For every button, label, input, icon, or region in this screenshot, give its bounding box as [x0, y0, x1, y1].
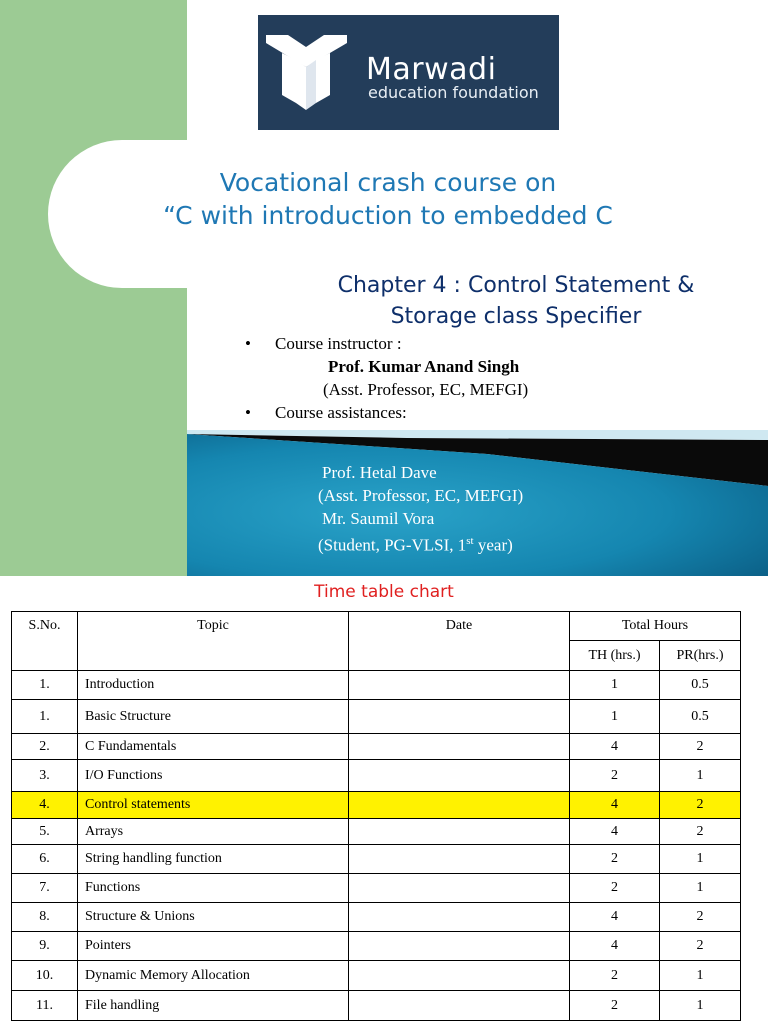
course-title — [88, 166, 688, 232]
cell-pr: 0.5 — [660, 700, 741, 734]
table-row — [12, 961, 741, 991]
assistants-block — [318, 461, 523, 557]
instructor-name: Prof. Kumar Anand Singh — [328, 357, 520, 376]
cell-pr: 1 — [660, 760, 741, 792]
cell-th: 1 — [570, 671, 660, 700]
table-row — [12, 792, 741, 819]
timetable — [11, 611, 741, 1021]
header-total-hours: Total Hours — [570, 612, 741, 641]
cell-th: 2 — [570, 845, 660, 874]
cell-pr: 1 — [660, 874, 741, 903]
cell-date — [349, 991, 570, 1021]
table-row — [12, 700, 741, 734]
green-side-bar — [0, 0, 187, 576]
cell-topic: File handling — [78, 991, 349, 1021]
cell-sno: 1. — [12, 671, 78, 700]
header-date: Date — [349, 612, 570, 671]
cell-sno: 8. — [12, 903, 78, 932]
cell-th: 1 — [570, 700, 660, 734]
cell-date — [349, 700, 570, 734]
chapter-heading — [296, 270, 736, 332]
cell-sno: 6. — [12, 845, 78, 874]
cell-date — [349, 760, 570, 792]
cell-th: 4 — [570, 932, 660, 961]
timetable-title: Time table chart — [314, 582, 454, 602]
table-row — [12, 991, 741, 1021]
cell-date — [349, 734, 570, 760]
cell-sno: 9. — [12, 932, 78, 961]
cell-pr: 1 — [660, 961, 741, 991]
cell-topic: Control statements — [78, 792, 349, 819]
cell-topic: Basic Structure — [78, 700, 349, 734]
cell-th: 2 — [570, 874, 660, 903]
cell-date — [349, 874, 570, 903]
assistant1-name: Prof. Hetal Dave — [322, 463, 437, 482]
logo-wordmark: Marwadi — [366, 52, 497, 87]
table-row — [12, 671, 741, 700]
logo-subtitle: education foundation — [368, 83, 539, 102]
instructor-role: (Asst. Professor, EC, MEFGI) — [323, 380, 529, 399]
cell-pr: 0.5 — [660, 671, 741, 700]
header-sno: S.No. — [12, 612, 78, 671]
cell-topic: Arrays — [78, 819, 349, 845]
course-title-line1: Vocational crash course on — [219, 168, 557, 197]
cell-sno: 7. — [12, 874, 78, 903]
cell-topic: Introduction — [78, 671, 349, 700]
chapter-line1: Chapter 4 : Control Statement & — [337, 273, 695, 298]
cell-sno: 2. — [12, 734, 78, 760]
cell-topic: Dynamic Memory Allocation — [78, 961, 349, 991]
cell-sno: 10. — [12, 961, 78, 991]
header-topic: Topic — [78, 612, 349, 671]
cell-date — [349, 819, 570, 845]
cell-sno: 4. — [12, 792, 78, 819]
table-row — [12, 734, 741, 760]
assistant2-role: (Student, PG-VLSI, 1st year) — [318, 535, 513, 555]
table-row — [12, 874, 741, 903]
header-pr: PR(hrs.) — [660, 641, 741, 671]
cell-pr: 1 — [660, 845, 741, 874]
cell-date — [349, 961, 570, 991]
course-title-line2: “C with introduction to embedded C — [163, 201, 613, 230]
bullet-icon: • — [245, 403, 251, 422]
table-row — [12, 845, 741, 874]
cell-date — [349, 932, 570, 961]
table-row — [12, 760, 741, 792]
cell-pr: 2 — [660, 734, 741, 760]
cell-sno: 5. — [12, 819, 78, 845]
cell-sno: 3. — [12, 760, 78, 792]
header-th: TH (hrs.) — [570, 641, 660, 671]
table-row — [12, 932, 741, 961]
cell-th: 2 — [570, 760, 660, 792]
assistance-label: Course assistances: — [275, 403, 407, 422]
cell-th: 2 — [570, 961, 660, 991]
cell-sno: 1. — [12, 700, 78, 734]
cell-topic: I/O Functions — [78, 760, 349, 792]
cell-pr: 1 — [660, 991, 741, 1021]
cell-topic: String handling function — [78, 845, 349, 874]
chapter-line2: Storage class Specifier — [390, 304, 642, 329]
table-row — [12, 819, 741, 845]
instructor-label: Course instructor : — [275, 334, 402, 353]
cell-pr: 2 — [660, 932, 741, 961]
marwadi-logo — [258, 15, 559, 130]
cell-date — [349, 671, 570, 700]
cell-th: 4 — [570, 734, 660, 760]
cell-pr: 2 — [660, 792, 741, 819]
cell-th: 4 — [570, 792, 660, 819]
bullet-icon: • — [245, 334, 251, 353]
cell-date — [349, 845, 570, 874]
cell-sno: 11. — [12, 991, 78, 1021]
cell-topic: C Fundamentals — [78, 734, 349, 760]
cell-pr: 2 — [660, 819, 741, 845]
table-row — [12, 903, 741, 932]
cell-topic: Structure & Unions — [78, 903, 349, 932]
assistant2-name: Mr. Saumil Vora — [322, 509, 435, 528]
cell-date — [349, 792, 570, 819]
cell-date — [349, 903, 570, 932]
assistant1-role: (Asst. Professor, EC, MEFGI) — [318, 486, 524, 505]
cell-pr: 2 — [660, 903, 741, 932]
cell-th: 4 — [570, 903, 660, 932]
cell-topic: Pointers — [78, 932, 349, 961]
cell-th: 4 — [570, 819, 660, 845]
cell-th: 2 — [570, 991, 660, 1021]
instructor-block — [245, 332, 745, 424]
cell-topic: Functions — [78, 874, 349, 903]
